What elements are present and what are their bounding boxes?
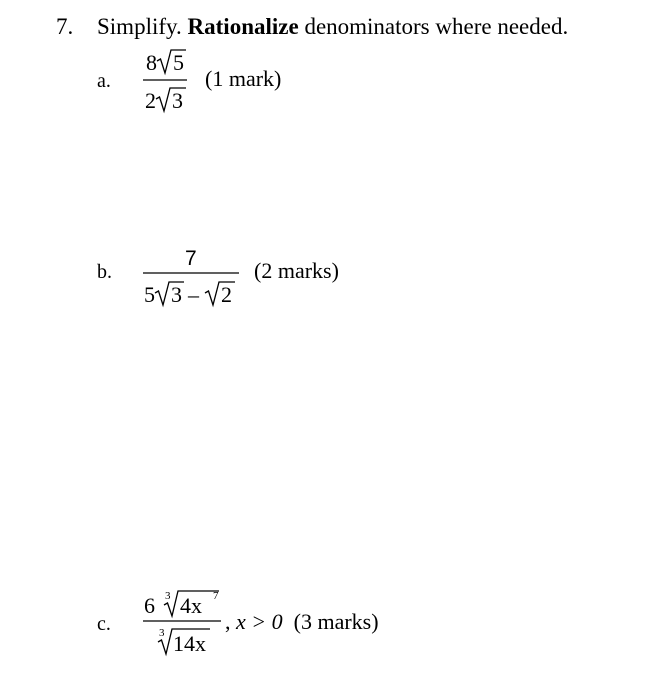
part-b-numerator: 7 xyxy=(185,247,197,270)
part-a-fraction xyxy=(140,44,200,120)
part-c-comma: , xyxy=(225,609,236,634)
part-c-den-index: 3 xyxy=(159,627,165,639)
question-number: 7. xyxy=(56,14,74,39)
part-c-trailing xyxy=(225,609,379,635)
part-c-condition: x > 0 xyxy=(236,609,283,634)
part-b-den-radicand-1: 3 xyxy=(171,282,182,307)
part-b-fraction xyxy=(140,240,250,316)
instruction-text: Simplify. xyxy=(97,14,188,39)
part-b-den-radicand-2: 2 xyxy=(221,282,232,307)
part-c-num-index: 3 xyxy=(165,590,171,602)
question-instruction xyxy=(97,14,568,40)
part-b-label: b. xyxy=(97,261,112,283)
instruction-text-end: denominators where needed. xyxy=(298,14,569,39)
part-a-num-coef: 8 xyxy=(146,50,157,75)
part-b-den-coef: 5 xyxy=(144,282,155,307)
part-c-num-radicand xyxy=(180,593,202,618)
part-b-den-operator: – xyxy=(188,282,199,307)
part-c-den-radicand: 14x xyxy=(173,631,206,656)
part-a-label: a. xyxy=(97,70,111,92)
part-a-marks: (1 mark) xyxy=(205,66,282,91)
part-c-spacer xyxy=(283,609,294,634)
instruction-bold-text: Rationalize xyxy=(187,14,299,39)
part-c-num-coef: 6 xyxy=(144,593,155,618)
part-a-den-radicand: 3 xyxy=(172,88,183,113)
part-c-label: c. xyxy=(97,613,111,635)
part-b-marks: (2 marks) xyxy=(254,258,339,283)
part-c-marks: (3 marks) xyxy=(293,609,379,634)
part-a-den-coef: 2 xyxy=(145,88,156,113)
part-a-num-radicand: 5 xyxy=(173,50,184,75)
part-c-num-radicand-text: 4x xyxy=(180,593,202,618)
part-c-num-exponent: 7 xyxy=(213,590,219,602)
